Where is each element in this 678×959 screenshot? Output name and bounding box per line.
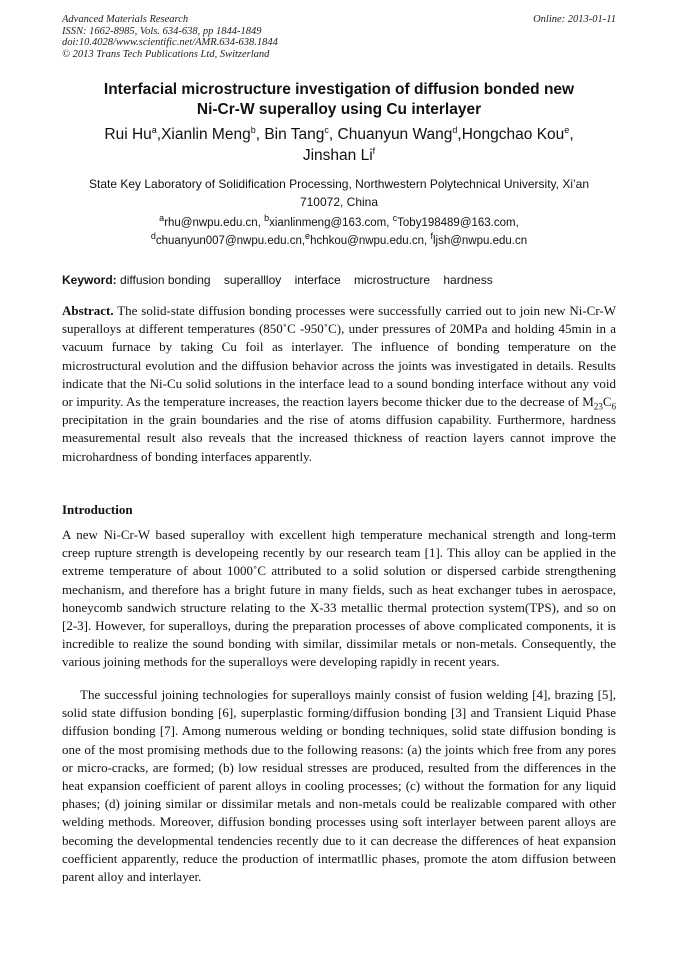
affiliation-line-1: State Key Laboratory of Solidification Processing, Northwestern Polytechnical University, Xi’an	[88, 177, 589, 191]
abstract: Abstract. The solid-state diffusion bonding processes were successfully carried out to join new Ni-Cr-W superalloys at different temperatures (850˚C -950˚C), under pressures of 20MPa and holding 45min in a vacuum furnace by taking Cu foil as interlayer. The influence of bonding temperature on the microstructural evolution and the diffusion behavior across the joints was investigated in details. Results indicate that the Ni-Cu solid solutions in the interface lead to a sound bonding interface without any void or impurity. As the temperature increases, the reaction layers become thicker due to the decrease of $M_{23}C_6$ precipitation in the grain boundaries and the rise of atoms diffusion capability. Furthermore, hardness measuremental result also reveals that the increased thickness of reaction layers cannot improve the microhardness of bonding interfaces apparently.	[62, 303, 616, 464]
keyword-term: diffusion bonding	[120, 273, 211, 287]
author: Hongchao Kou$^e$,	[461, 124, 574, 143]
keyword-term: hardness	[443, 273, 493, 287]
keywords-label: Keyword:	[62, 273, 117, 287]
email-address[interactable]: chuanyun007@nwpu.edu.cn,	[155, 235, 306, 247]
email-line-1: $^a$rhu@nwpu.edu.cn, $^b$xianlinmeng@163.com, $^c$Toby198489@163.com,	[159, 213, 519, 229]
author: Jinshan Li$^f$	[302, 145, 376, 164]
author: Xianlin Meng$^b$,	[161, 124, 265, 143]
affiliation	[62, 175, 616, 211]
journal-meta	[62, 14, 278, 60]
copyright-line: © 2013 Trans Tech Publications Ltd, Switzerland	[62, 48, 270, 60]
email-address[interactable]: ljsh@nwpu.edu.cn	[432, 235, 528, 247]
author: Rui Hu$^a$,	[104, 124, 162, 143]
affiliation-line-2: 710072, China	[299, 195, 379, 209]
journal-name: Advanced Materials Research	[62, 14, 189, 25]
email-address[interactable]: xianlinmeng@163.com,	[269, 217, 393, 229]
online-date: Online: 2013-01-11	[533, 14, 616, 25]
doi-line: doi:10.4028/www.scientific.net/AMR.634-638.1844	[62, 37, 278, 48]
email-address[interactable]: rhu@nwpu.edu.cn,	[164, 217, 265, 229]
author: Chuanyun Wang$^d$,	[337, 124, 462, 143]
email-address[interactable]: hchkou@nwpu.edu.cn,	[310, 235, 431, 247]
abstract-label: Abstract.	[62, 303, 114, 318]
title-line-1: Interfacial microstructure investigation of diffusion bonded new	[103, 81, 575, 98]
keyword-term: interface	[294, 273, 341, 287]
introduction-heading: Introduction	[62, 502, 133, 517]
email-line-2: $^d$chuanyun007@nwpu.edu.cn,$^e$hchkou@nwpu.edu.cn, $^f$ljsh@nwpu.edu.cn	[150, 231, 528, 247]
keywords	[62, 272, 616, 288]
paper-title	[62, 80, 616, 120]
keyword-term: microstructure	[354, 273, 431, 287]
email-list	[62, 214, 616, 250]
author-list	[62, 124, 616, 166]
introduction-paragraph-1: A new Ni-Cr-W based superalloy with excellent high temperature mechanical strength and long-term creep rupture strength is developeing recently by our research team [1]. This alloy can be applied in the extreme temperature of about 1000˚C attributed to a solid solution or dispersed carbide strengthening mechanism, and therefore has a bright future in many fields, such as heat exchanger tubes in aerospace, honeycomb sandwich structure relating to the X-33 metallic thermal protection system(TPS), and so on [2-3]. However, for superalloys, during the preparation processes of above complicated components, it is incredible to realize the sound bonding with similar, dissimilar metals or non-metals. Consequently, the various joining methods for the superalloys were developing rapidly in recent years.	[62, 527, 616, 670]
issn-line: ISSN: 1662-8985, Vols. 634-638, pp 1844-1849	[62, 25, 262, 37]
title-line-2: Ni-Cr-W superalloy using Cu interlayer	[196, 101, 482, 118]
author: Bin Tang$^c$,	[264, 124, 338, 143]
email-address[interactable]: Toby198489@163.com,	[397, 217, 519, 229]
keyword-term: superallloy	[223, 273, 282, 287]
introduction-paragraph-2: The successful joining technologies for superalloys mainly consist of fusion welding [4], brazing [5], solid state diffusion bonding [6], superplastic forming/diffusion bonding [3] and Transient Liquid Phase diffusion bonding [7]. Among numerous welding or bonding techniques, solid state diffusion bonding is one of the most promising methods due to the following reasons: (a) the joints which free from any pores or micro-cracks, are formed; (b) low residual stresses are produced, resulted from the differences in the heat expansion coefficient of parent alloys in cooling processes; (c) without the formation for any liquid phases; (d) joining similar or dissimilar metals and non-metals could be realizable compared with other welding methods. Moreover, diffusion bonding processes using soft interlayer between parent alloys are becoming the developmental tendencies recently due to it can decrease the differences of heat expansion coefficient apparently, reduce the production of intermatllic phases, promote the atom diffusion between parent alloy and interlayer.	[62, 687, 616, 885]
